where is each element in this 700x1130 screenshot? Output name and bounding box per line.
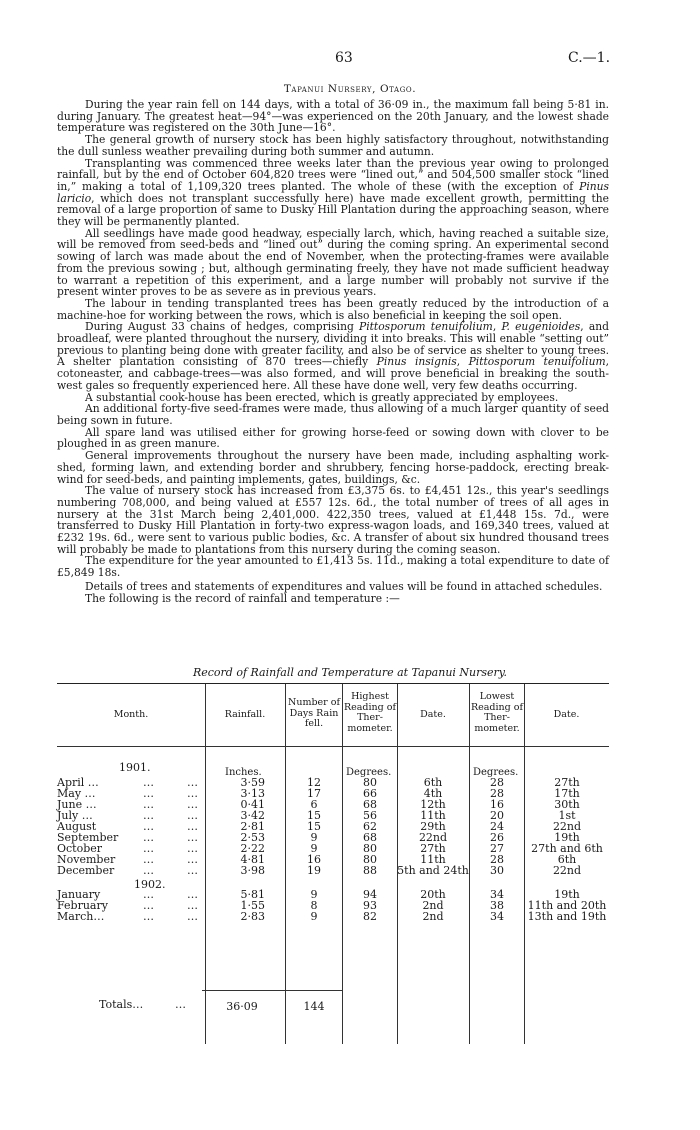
cell-rainfall: 3·98 [240, 864, 265, 877]
cell-date-high: 27th [420, 842, 446, 855]
cell-rainfall: 1·55 [240, 899, 265, 912]
cell-date-low: 27th and 6th [531, 842, 603, 855]
cell-date-high: 22nd [418, 831, 448, 844]
leader-dots: … [187, 853, 198, 866]
cell-highest: 80 [363, 853, 377, 866]
cell-lowest: 34 [490, 888, 504, 901]
cell-rainfall: 2·53 [240, 831, 265, 844]
leader-dots: … [143, 820, 154, 833]
cell-highest: 80 [363, 842, 377, 855]
cell-month: March… [57, 910, 105, 923]
cell-date-high: 29th [420, 820, 446, 833]
cell-highest: 62 [363, 820, 377, 833]
cell-highest: 80 [363, 776, 377, 789]
leader-dots: … [143, 910, 154, 923]
paragraph: Details of trees and statements of expenditures and values will be found in attached schedules. [85, 579, 603, 593]
cell-date-high: 6th [423, 776, 443, 789]
cell-lowest: 28 [490, 787, 504, 800]
leader-dots: … [143, 864, 154, 877]
section-title: Tapanui Nursery, Otago. [283, 83, 417, 95]
cell-highest: 56 [363, 809, 377, 822]
cell-lowest: 16 [490, 798, 504, 811]
cell-highest: 94 [363, 888, 377, 901]
cell-lowest: 28 [490, 776, 504, 789]
page-number: 63 [335, 50, 353, 66]
cell-rainfall: 2·81 [240, 820, 265, 833]
cell-date-low: 22nd [552, 820, 582, 833]
totals-leader: … [175, 998, 186, 1011]
leader-dots: … [143, 809, 154, 822]
totals-rule [202, 990, 342, 991]
cell-lowest: 24 [490, 820, 504, 833]
cell-lowest: 26 [490, 831, 504, 844]
cell-days: 9 [310, 842, 318, 855]
rainfall-temperature-table [57, 684, 609, 1044]
leader-dots: … [187, 888, 198, 901]
paragraph: The general growth of nursery stock has been highly satisfactory throughout, notwithstanding the dull sunless weather prevailing during both summer and autumn. [57, 133, 609, 158]
cell-highest: 66 [363, 787, 377, 800]
leader-dots: … [187, 820, 198, 833]
cell-date-low: 22nd [552, 864, 582, 877]
leader-dots: … [143, 831, 154, 844]
year-label: 1901. [119, 761, 151, 774]
cell-date-high: 12th [420, 798, 446, 811]
cell-date-low: 27th [554, 776, 580, 789]
cell-rainfall: 5·81 [240, 888, 265, 901]
totals-days: 144 [303, 1000, 325, 1013]
leader-dots: … [187, 899, 198, 912]
leader-dots: … [187, 831, 198, 844]
cell-date-low: 11th and 20th [527, 899, 607, 912]
leader-dots: … [187, 910, 198, 923]
cell-rainfall: 3·42 [240, 809, 265, 822]
cell-date-high: 11th [420, 853, 446, 866]
paragraph: During August 33 chains of hedges, comprising Pittosporum tenuifolium, P. eugenioides, and broadleaf, were planted throughout the nursery, dividing it into breaks. This will enable “setting out” previous to planting being done with greater facility, and also be of service as shelter to young trees. A shelter plantation consisting of 870 trees—chiefly Pinus insignis, Pittosporum tenuifolium, cotoneaster, and cabbage-trees—was also formed, and will prove beneficial in breaking the south-west gales so frequently experienced here. All these have done well, very few deaths occurring. [57, 320, 610, 392]
cell-date-high: 4th [423, 787, 443, 800]
cell-date-low: 19th [554, 888, 580, 901]
cell-days: 9 [310, 831, 318, 844]
cell-highest: 68 [363, 831, 377, 844]
leader-dots: … [187, 842, 198, 855]
cell-month: October [57, 842, 103, 855]
cell-highest: 88 [363, 864, 377, 877]
leader-dots: … [187, 809, 198, 822]
body-text [57, 99, 609, 604]
cell-date-high: 2nd [422, 899, 444, 912]
cell-month: November [57, 853, 116, 866]
cell-days: 8 [310, 899, 318, 912]
cell-date-low: 6th [557, 853, 577, 866]
document-reference: C.—1. [568, 50, 611, 66]
header-rainfall: Rainfall. [224, 709, 266, 720]
table-caption: Record of Rainfall and Temperature at Tapanui Nursery. [192, 666, 508, 679]
cell-days: 16 [307, 853, 321, 866]
header-month: Month. [113, 709, 149, 720]
header-rule [57, 746, 609, 747]
leader-dots: … [143, 798, 154, 811]
cell-month: July … [57, 809, 93, 822]
cell-month: January [57, 888, 101, 901]
paragraph: The expenditure for the year amounted to £1,413 5s. 11d., making a total expenditure to date of £5,849 18s. [57, 554, 609, 580]
cell-month: August [57, 820, 97, 833]
totals-label: Totals… [99, 998, 144, 1011]
cell-date-low: 17th [554, 787, 580, 800]
leader-dots: … [187, 776, 198, 789]
cell-date-high: 2nd [422, 910, 444, 923]
header-date-high: Date. [420, 709, 446, 720]
cell-lowest: 27 [490, 842, 504, 855]
cell-days: 15 [307, 820, 321, 833]
cell-highest: 68 [363, 798, 377, 811]
leader-dots: … [187, 798, 198, 811]
year-label: 1902. [134, 878, 166, 891]
cell-lowest: 38 [490, 899, 504, 912]
cell-days: 19 [307, 864, 321, 877]
cell-highest: 93 [363, 899, 377, 912]
cell-rainfall: 3·13 [240, 787, 265, 800]
paragraph: During the year rain fell on 144 days, with a total of 36·09 in., the maximum fall being 5·81 in. during January. The greatest heat—94°—was experienced on the 20th January, and the lowest shade temperature was registered on the 30th June—16°. [57, 98, 609, 135]
cell-month: April … [57, 776, 99, 789]
cell-month: June … [57, 798, 97, 811]
cell-lowest: 20 [490, 809, 504, 822]
cell-date-high: 5th and 24th [397, 864, 469, 877]
header-highest: Highest Reading of Ther-mometer. [343, 691, 396, 734]
cell-days: 9 [310, 888, 318, 901]
cell-date-low: 1st [558, 809, 576, 822]
paragraph: All seedlings have made good headway, especially larch, which, having reached a suitable size, will be removed from seed-beds and “lined out” during the coming spring. An experimental second sowing of larch was made about the end of November, when the protecting-frames were available from the previous sowing ; but, although germinating freely, they have not made sufficient headway to warrant a repetition of this experiment, and a large number will probably not survive if the present winter proves to be as severe as in previous years. [57, 226, 609, 299]
leader-dots: … [143, 899, 154, 912]
totals-rainfall: 36·09 [226, 1000, 258, 1013]
leader-dots: … [143, 853, 154, 866]
cell-rainfall: 2·22 [240, 842, 265, 855]
cell-rainfall: 4·81 [240, 853, 265, 866]
cell-month: February [57, 899, 108, 912]
paragraph: Transplanting was commenced three weeks later than the previous year owing to prolonged rainfall, but by the end of October 604,820 trees were “lined out,” and 504,500 smaller stock “lined in,” making a total of 1,109,320 trees planted. The whole of these (with the exception of Pinus laricio, which does not transplant successfully here) have made excellent growth, permitting the removal of a large proportion of same to Dusky Hill Plantation during the approaching season, where they will be permanently planted. [57, 156, 609, 229]
cell-days: 12 [307, 776, 321, 789]
cell-lowest: 28 [490, 853, 504, 866]
cell-date-low: 19th [554, 831, 580, 844]
leader-dots: … [187, 864, 198, 877]
paragraph: The labour in tending transplanted trees has been greatly reduced by the introduction of a machine-hoe for working between the rows, which is also beneficial in keeping the soil open. [57, 296, 609, 322]
unit-label: Degrees. [346, 767, 392, 778]
cell-days: 15 [307, 809, 321, 822]
cell-lowest: 30 [490, 864, 504, 877]
cell-date-high: 11th [420, 809, 446, 822]
leader-dots: … [187, 787, 198, 800]
cell-rainfall: 2·83 [240, 910, 265, 923]
paragraph: General improvements throughout the nursery have been made, including asphalting work-shed, forming lawn, and extending border and shrubbery, fencing horse-paddock, erecting break-wind for seed-beds, and painting implements, gates, buildings, &c. [57, 449, 609, 486]
cell-month: May … [57, 787, 96, 800]
paragraph: A substantial cook-house has been erected, which is greatly appreciated by employees. [85, 390, 559, 404]
unit-label: Degrees. [473, 767, 519, 778]
leader-dots: … [143, 776, 154, 789]
cell-lowest: 34 [490, 910, 504, 923]
cell-days: 6 [310, 798, 318, 811]
cell-rainfall: 3·59 [240, 776, 265, 789]
paragraph: All spare land was utilised either for growing horse-feed or sowing down with clover to be ploughed in as green manure. [57, 425, 609, 451]
leader-dots: … [143, 888, 154, 901]
cell-month: December [57, 864, 115, 877]
paragraph: The following is the record of rainfall and temperature :— [85, 591, 400, 605]
cell-highest: 82 [363, 910, 377, 923]
header-date-low: Date. [553, 709, 580, 720]
header-lowest: Lowest Reading of Ther-mometer. [470, 691, 523, 734]
leader-dots: … [143, 787, 154, 800]
unit-label: Inches. [225, 767, 262, 778]
cell-month: September [57, 831, 119, 844]
cell-days: 17 [307, 787, 321, 800]
cell-rainfall: 0·41 [240, 798, 265, 811]
paragraph: The value of nursery stock has increased from £3,375 6s. to £4,451 12s., this year's seedlings numbering 708,000, and being valued at £557 12s. 6d., the total number of trees of all ages in nursery at the 31st March being 2,401,000. 422,350 trees, valued at £1,448 15s. 7d., were transferred to Dusky Hill Plantation in forty-two express-wagon loads, and 169,340 trees, valued at £232 19s. 6d., were sent to various public bodies, &c. A transfer of about six hundred thousand trees will probably be made to plantations from this nursery during the coming season. [57, 484, 609, 556]
cell-days: 9 [310, 910, 318, 923]
cell-date-low: 30th [554, 798, 580, 811]
paragraph: An additional forty-five seed-frames were made, thus allowing of a much larger quantity of seed being sown in future. [57, 402, 609, 427]
header-days: Number of Days Rain fell. [288, 697, 340, 729]
leader-dots: … [143, 842, 154, 855]
cell-date-high: 20th [420, 888, 446, 901]
cell-date-low: 13th and 19th [527, 910, 607, 923]
